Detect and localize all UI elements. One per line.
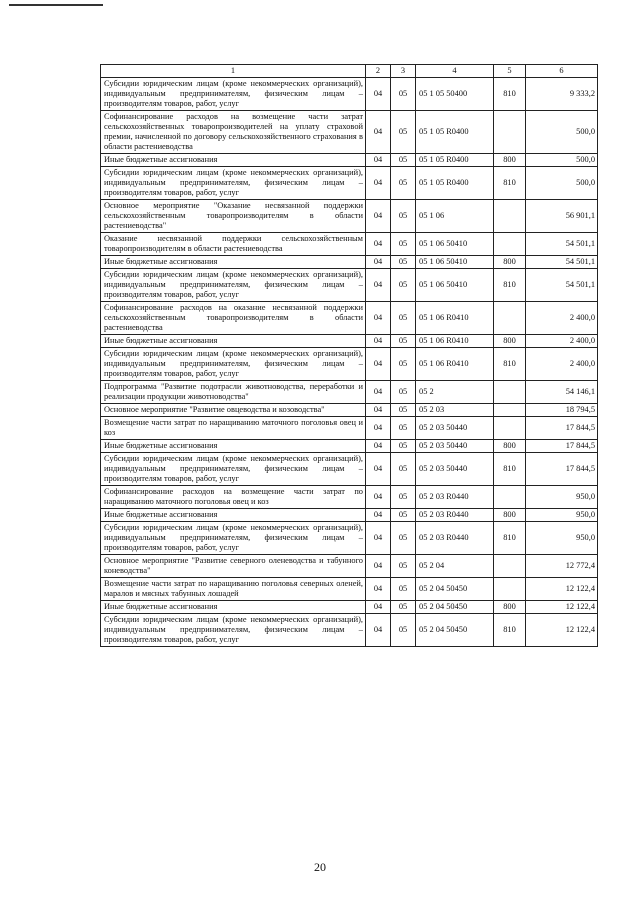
table-row <box>101 453 598 486</box>
row-name-cell: Субсидии юридическим лицам (кроме некоммерческих организаций), индивидуальным предпринимателям, физическим лицам – производителям товаров, работ, услуг <box>101 348 366 381</box>
row-section-cell: 04 <box>366 269 391 302</box>
row-expense-type-cell: 810 <box>494 453 526 486</box>
row-target-article-cell: 05 2 03 R0440 <box>416 522 494 555</box>
page-number: 20 <box>314 860 326 874</box>
row-amount-cell: 54 501,1 <box>526 233 598 256</box>
row-name-cell: Субсидии юридическим лицам (кроме некоммерческих организаций), индивидуальным предпринимателям, физическим лицам – производителям товаров, работ, услуг <box>101 453 366 486</box>
table-row <box>101 335 598 348</box>
row-subsection-cell: 05 <box>391 381 416 404</box>
table-header-row <box>101 65 598 78</box>
row-section-cell: 04 <box>366 555 391 578</box>
row-section-cell: 04 <box>366 404 391 417</box>
row-expense-type-cell: 800 <box>494 335 526 348</box>
row-subsection-cell: 05 <box>391 601 416 614</box>
row-subsection-cell: 05 <box>391 404 416 417</box>
row-target-article-cell: 05 1 05 R0400 <box>416 111 494 154</box>
table-row <box>101 256 598 269</box>
row-amount-cell: 2 400,0 <box>526 348 598 381</box>
row-amount-cell: 950,0 <box>526 486 598 509</box>
row-subsection-cell: 05 <box>391 200 416 233</box>
row-name-cell: Возмещение части затрат по наращиванию поголовья северных оленей, маралов и мясных табунных лошадей <box>101 578 366 601</box>
row-target-article-cell: 05 1 05 R0400 <box>416 154 494 167</box>
row-subsection-cell: 05 <box>391 269 416 302</box>
row-expense-type-cell <box>494 555 526 578</box>
row-expense-type-cell: 810 <box>494 167 526 200</box>
row-target-article-cell: 05 1 06 R0410 <box>416 335 494 348</box>
row-subsection-cell: 05 <box>391 555 416 578</box>
row-target-article-cell: 05 1 06 50410 <box>416 233 494 256</box>
row-subsection-cell: 05 <box>391 486 416 509</box>
row-expense-type-cell: 800 <box>494 256 526 269</box>
row-section-cell: 04 <box>366 256 391 269</box>
table-row <box>101 440 598 453</box>
row-section-cell: 04 <box>366 486 391 509</box>
row-section-cell: 04 <box>366 154 391 167</box>
row-subsection-cell: 05 <box>391 509 416 522</box>
row-expense-type-cell <box>494 486 526 509</box>
row-subsection-cell: 05 <box>391 256 416 269</box>
row-subsection-cell: 05 <box>391 614 416 647</box>
row-name-cell: Субсидии юридическим лицам (кроме некоммерческих организаций), индивидуальным предпринимателям, физическим лицам – производителям товаров, работ, услуг <box>101 269 366 302</box>
row-expense-type-cell <box>494 302 526 335</box>
row-target-article-cell: 05 2 03 R0440 <box>416 486 494 509</box>
row-subsection-cell: 05 <box>391 154 416 167</box>
row-name-cell: Основное мероприятие "Развитие овцеводства и козоводства" <box>101 404 366 417</box>
row-target-article-cell: 05 2 03 50440 <box>416 453 494 486</box>
row-amount-cell: 54 501,1 <box>526 269 598 302</box>
row-amount-cell: 2 400,0 <box>526 302 598 335</box>
row-name-cell: Софинансирование расходов на оказание несвязанной поддержки сельскохозяйственным товаропроизводителям в области растениеводства <box>101 302 366 335</box>
row-name-cell: Субсидии юридическим лицам (кроме некоммерческих организаций), индивидуальным предпринимателям, физическим лицам – производителям товаров, работ, услуг <box>101 614 366 647</box>
row-section-cell: 04 <box>366 111 391 154</box>
row-amount-cell: 18 794,5 <box>526 404 598 417</box>
row-name-cell: Иные бюджетные ассигнования <box>101 335 366 348</box>
row-subsection-cell: 05 <box>391 78 416 111</box>
row-subsection-cell: 05 <box>391 233 416 256</box>
row-subsection-cell: 05 <box>391 335 416 348</box>
table-row <box>101 233 598 256</box>
table-row <box>101 614 598 647</box>
table-row <box>101 555 598 578</box>
row-section-cell: 04 <box>366 348 391 381</box>
row-section-cell: 04 <box>366 440 391 453</box>
row-subsection-cell: 05 <box>391 111 416 154</box>
row-amount-cell: 12 122,4 <box>526 578 598 601</box>
row-section-cell: 04 <box>366 78 391 111</box>
header-cell: 3 <box>391 65 416 78</box>
row-target-article-cell: 05 1 06 R0410 <box>416 302 494 335</box>
header-cell: 2 <box>366 65 391 78</box>
table-row <box>101 167 598 200</box>
row-subsection-cell: 05 <box>391 348 416 381</box>
row-amount-cell: 54 146,1 <box>526 381 598 404</box>
row-section-cell: 04 <box>366 614 391 647</box>
table-row <box>101 78 598 111</box>
row-subsection-cell: 05 <box>391 578 416 601</box>
row-target-article-cell: 05 2 04 50450 <box>416 601 494 614</box>
row-name-cell: Иные бюджетные ассигнования <box>101 601 366 614</box>
row-amount-cell: 950,0 <box>526 522 598 555</box>
row-amount-cell: 17 844,5 <box>526 453 598 486</box>
header-cell: 6 <box>526 65 598 78</box>
table-row <box>101 269 598 302</box>
budget-table <box>100 64 598 647</box>
row-expense-type-cell: 800 <box>494 440 526 453</box>
row-target-article-cell: 05 2 03 R0440 <box>416 509 494 522</box>
header-cell: 5 <box>494 65 526 78</box>
row-subsection-cell: 05 <box>391 440 416 453</box>
row-name-cell: Софинансирование расходов на возмещение части затрат по наращиванию маточного поголовья овец и коз <box>101 486 366 509</box>
row-name-cell: Подпрограмма "Развитие подотрасли животноводства, переработки и реализации продукции животноводства" <box>101 381 366 404</box>
row-section-cell: 04 <box>366 509 391 522</box>
row-name-cell: Основное мероприятие "Оказание несвязанной поддержки сельскохозяйственным товаропроизводителям в области растениеводства" <box>101 200 366 233</box>
table-row <box>101 404 598 417</box>
row-section-cell: 04 <box>366 167 391 200</box>
row-expense-type-cell: 810 <box>494 614 526 647</box>
row-name-cell: Возмещение части затрат по наращиванию маточного поголовья овец и коз <box>101 417 366 440</box>
row-name-cell: Субсидии юридическим лицам (кроме некоммерческих организаций), индивидуальным предпринимателям, физическим лицам – производителям товаров, работ, услуг <box>101 167 366 200</box>
row-expense-type-cell: 800 <box>494 601 526 614</box>
header-cell: 1 <box>101 65 366 78</box>
row-section-cell: 04 <box>366 453 391 486</box>
row-name-cell: Иные бюджетные ассигнования <box>101 154 366 167</box>
row-subsection-cell: 05 <box>391 417 416 440</box>
table-row <box>101 200 598 233</box>
row-expense-type-cell: 810 <box>494 522 526 555</box>
row-name-cell: Субсидии юридическим лицам (кроме некоммерческих организаций), индивидуальным предпринимателям, физическим лицам – производителям товаров, работ, услуг <box>101 522 366 555</box>
row-amount-cell: 2 400,0 <box>526 335 598 348</box>
row-section-cell: 04 <box>366 200 391 233</box>
row-expense-type-cell <box>494 404 526 417</box>
row-amount-cell: 12 122,4 <box>526 601 598 614</box>
row-expense-type-cell <box>494 200 526 233</box>
row-expense-type-cell <box>494 417 526 440</box>
row-target-article-cell: 05 2 03 50440 <box>416 440 494 453</box>
row-name-cell: Субсидии юридическим лицам (кроме некоммерческих организаций), индивидуальным предпринимателям, физическим лицам – производителям товаров, работ, услуг <box>101 78 366 111</box>
row-target-article-cell: 05 1 06 50410 <box>416 269 494 302</box>
row-expense-type-cell: 810 <box>494 348 526 381</box>
row-amount-cell: 500,0 <box>526 167 598 200</box>
row-section-cell: 04 <box>366 302 391 335</box>
row-amount-cell: 12 772,4 <box>526 555 598 578</box>
row-expense-type-cell: 810 <box>494 78 526 111</box>
row-section-cell: 04 <box>366 522 391 555</box>
table-row <box>101 111 598 154</box>
row-amount-cell: 56 901,1 <box>526 200 598 233</box>
row-name-cell: Оказание несвязанной поддержки сельскохозяйственным товаропроизводителям в области растениеводства <box>101 233 366 256</box>
row-amount-cell: 54 501,1 <box>526 256 598 269</box>
row-name-cell: Иные бюджетные ассигнования <box>101 256 366 269</box>
row-expense-type-cell <box>494 381 526 404</box>
row-section-cell: 04 <box>366 381 391 404</box>
table-row <box>101 509 598 522</box>
row-target-article-cell: 05 1 05 R0400 <box>416 167 494 200</box>
row-amount-cell: 17 844,5 <box>526 440 598 453</box>
row-target-article-cell: 05 2 04 <box>416 555 494 578</box>
row-name-cell: Основное мероприятие "Развитие северного оленеводства и табунного коневодства" <box>101 555 366 578</box>
header-cell: 4 <box>416 65 494 78</box>
row-amount-cell: 950,0 <box>526 509 598 522</box>
row-amount-cell: 17 844,5 <box>526 417 598 440</box>
row-section-cell: 04 <box>366 601 391 614</box>
row-amount-cell: 500,0 <box>526 154 598 167</box>
row-name-cell: Софинансирование расходов на возмещение части затрат сельскохозяйственных товаропроизводителей на уплату страховой премии, начисленной по договору сельскохозяйственного страхования в области растениеводства <box>101 111 366 154</box>
row-target-article-cell: 05 2 03 50440 <box>416 417 494 440</box>
row-expense-type-cell: 800 <box>494 509 526 522</box>
row-subsection-cell: 05 <box>391 167 416 200</box>
row-expense-type-cell: 800 <box>494 154 526 167</box>
row-target-article-cell: 05 2 04 50450 <box>416 578 494 601</box>
row-subsection-cell: 05 <box>391 522 416 555</box>
table-row <box>101 154 598 167</box>
row-expense-type-cell <box>494 578 526 601</box>
row-target-article-cell: 05 2 03 <box>416 404 494 417</box>
row-expense-type-cell <box>494 233 526 256</box>
row-section-cell: 04 <box>366 578 391 601</box>
row-target-article-cell: 05 1 06 R0410 <box>416 348 494 381</box>
row-name-cell: Иные бюджетные ассигнования <box>101 440 366 453</box>
row-subsection-cell: 05 <box>391 453 416 486</box>
table-row <box>101 522 598 555</box>
table-row <box>101 578 598 601</box>
table-row <box>101 381 598 404</box>
row-target-article-cell: 05 2 04 50450 <box>416 614 494 647</box>
row-name-cell: Иные бюджетные ассигнования <box>101 509 366 522</box>
row-target-article-cell: 05 2 <box>416 381 494 404</box>
row-target-article-cell: 05 1 05 50400 <box>416 78 494 111</box>
table-row <box>101 417 598 440</box>
row-expense-type-cell: 810 <box>494 269 526 302</box>
top-rule <box>9 4 103 6</box>
row-target-article-cell: 05 1 06 50410 <box>416 256 494 269</box>
row-expense-type-cell <box>494 111 526 154</box>
row-amount-cell: 500,0 <box>526 111 598 154</box>
table-row <box>101 348 598 381</box>
row-target-article-cell: 05 1 06 <box>416 200 494 233</box>
row-section-cell: 04 <box>366 233 391 256</box>
table-row <box>101 601 598 614</box>
row-subsection-cell: 05 <box>391 302 416 335</box>
row-amount-cell: 9 333,2 <box>526 78 598 111</box>
row-section-cell: 04 <box>366 335 391 348</box>
row-amount-cell: 12 122,4 <box>526 614 598 647</box>
table-row <box>101 486 598 509</box>
table-row <box>101 302 598 335</box>
row-section-cell: 04 <box>366 417 391 440</box>
